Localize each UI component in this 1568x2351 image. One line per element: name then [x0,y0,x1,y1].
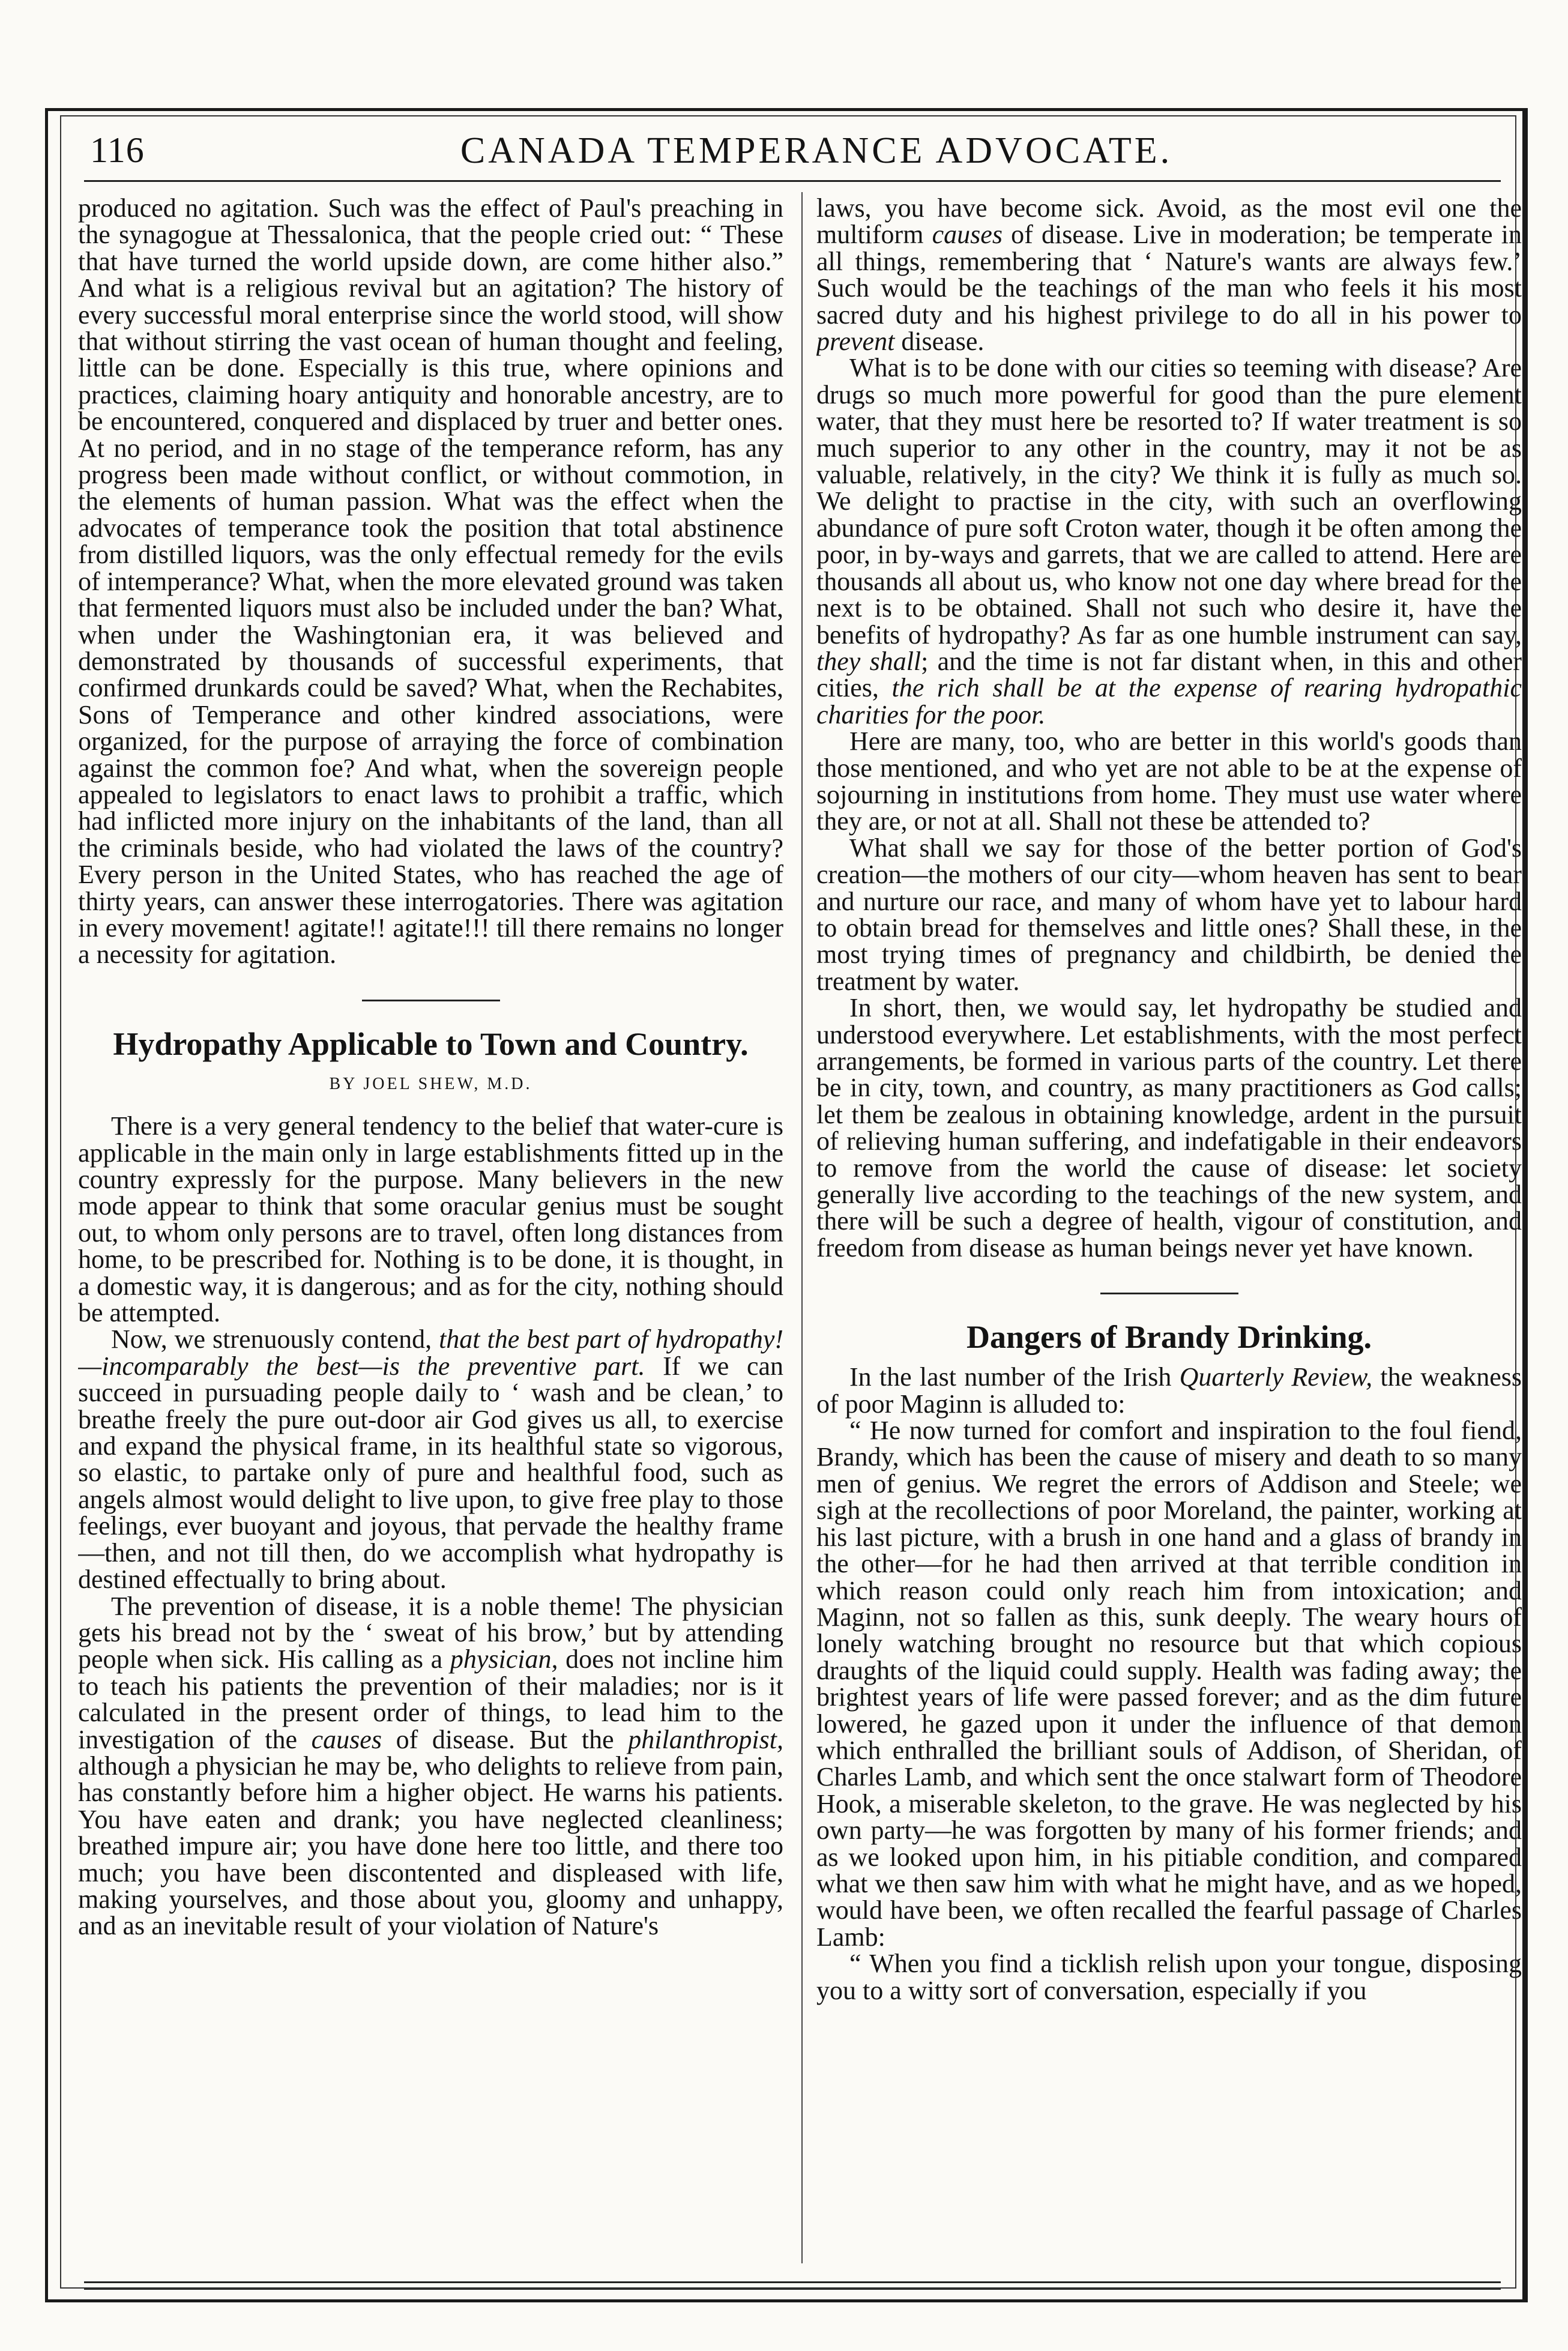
text-run: the weakness of poor Maginn is alluded to: [816,1362,1522,1419]
page-number: 116 [90,130,145,170]
text-run: In the last number of the Irish [849,1362,1180,1392]
text-run: although a physician he may be, who delights to relieve from pain, has constantly before him a higher object. He warns his patients. You have eaten and drank; you have neglected cleanliness; breathed impure air; you have done here too little, and there too much; you have been discontented and displeased with life, making yourselves, and those about you, gloomy and unhappy, and as an inevitable result of your violation of Nature's [78,1751,783,1941]
column-divider [801,192,803,2263]
section-divider [362,1000,500,1001]
text-run: What is to be done with our cities so teeming with disease? Are drugs so much more powerful for good than the pure element water, that they must here be resorted to? If water treatment is so much superior to any other in the country, may it not be as valuable, relatively, in the city? We think it is fully as much so. We delight to practise in the city, with such an overflowing abundance of pure soft Croton water, though it be often among the poor, in by-ways and garrets, that we are called to attend. Here are thousands all about us, who know not one day where bread for the next is to be obtained. Shall not such who desire it, have the benefits of hydropathy? As far as one humble instrument can say, [816,353,1522,650]
text-run: disease. [894,327,985,357]
paragraph: In short, then, we would say, let hydropathy be studied and understood everywhere. Let establishments, with the most perfect arrangements, be formed in various parts of the country. Let there be in city, town, and country, as many practitioners as God calls; let them be zealous in obtaining knowledge, ardent in the pursuit of relieving human suffering, and indefatigable in their endeavors to remove from the world the cause of disease: let society generally live according to the teachings of the new system, and there will be such a degree of health, vigour of constitution, and freedom from disease as human beings never yet have known. [816,993,1522,1263]
article-title-brandy: Dangers of Brandy Drinking. [966,1319,1372,1356]
italic-run: philanthropist, [628,1724,783,1754]
paragraph [816,1364,1522,1417]
footer-rule [84,2289,1501,2290]
article-byline: BY JOEL SHEW, M.D. [329,1074,532,1093]
text-run: of disease. Live in moderation; be temperate in all things, remembering that ‘ Nature's wants are always few.’ Such would be the teachings of the man who feels it his most sacred duty and his highest privilege to do all in his power to [816,220,1522,330]
text-run: Now, we strenuously contend, [111,1324,439,1354]
text-run: The prevention of disease, it is a noble theme! The physician gets his bread not by the ‘ sweat of his brow,’ but by attending people when sick. His calling as a [78,1591,783,1674]
italic-run: physician, [450,1644,558,1674]
text-run: If we can succeed in pursuading people daily to ‘ wash and be clean,’ to breathe freely the pure out-door air God gives us all, to exercise and expand the physical frame, in its healthful state so vigorous, so elastic, to partake only of pure and healthful food, such as angels almost would delight to live upon, to give free play to those feelings, ever buoyant and joyous, that pervade the healthy frame—then, and not till then, do we accomplish what hydropathy is destined effectually to bring about. [78,1351,783,1595]
text-run: laws, you have become sick. Avoid, as the most evil one the multiform [816,195,1522,250]
paragraph [78,1593,783,1940]
italic-run: causes [932,220,1003,250]
continued-paragraph: produced no agitation. Such was the effect of Paul's preaching in the synagogue at Thessalonica, that the people cried out: “ These that have turned the world upside down, are come hither also.” And what is a religious revival but an agitation? The history of every successful moral enterprise since the world stood, will show that without stirring the vast ocean of human thought and feeling, little can be done. Especially is this true, where opinions and practices, claiming hoary antiquity and honorable ancestry, are to be encountered, conquered and displaced by truer and better ones. At no period, and in no stage of the temperance reform, has any progress been made without conflict, or without commotion, in the elements of human passion. What was the effect when the advocates of temperance took the position that total abstinence from distilled liquors, was the only effectual remedy for the evils of intemperance? What, when the more elevated ground was taken that fermented liquors must also be included under the ban? What, when under the Washingtonian era, it was believed and demonstrated by thousands of successful experiments, that confirmed drunkards could be saved? What, when the Rechabites, Sons of Temperance and other kindred associations, were organized, for the purpose of arraying the force of combination against the common foe? And what, when the sovereign people appealed to legislators to enact laws to prohibit a traffic, which had inflicted more injury on the inhabitants of the land, than all the criminals beside, who had violated the laws of the country? Every person in the United States, who has reached the age of thirty years, can answer these interrogatories. There was agitation in every movement! agitate!! agitate!!! till there remains no longer a necessity for agitation. [78,195,783,970]
paragraph: What shall we say for those of the better portion of God's creation—the mothers of our city—whom heaven has sent to bear and nurture our race, and many of whom have yet to labour hard to obtain bread for themselves and little ones? Shall these, in the most trying times of pregnancy and childbirth, be denied the treatment by water. [816,833,1522,996]
footer-rule [84,2281,1501,2283]
paragraph [816,355,1522,728]
page-header [84,126,1501,186]
italic-run: Quarterly Review, [1179,1362,1373,1392]
text-run: does not incline him to teach his patients the prevention of their maladies; nor is it calculated in the present order of things, to lead him to the investigation of the [78,1644,783,1754]
italic-run: that the best part of hydropathy!—incomparably the best—is the preventive part. [78,1324,783,1381]
section-divider [1100,1293,1238,1294]
paragraph: Here are many, too, who are better in this world's goods than those mentioned, and who yet are not able to be at the expense of sojourning in institutions from home. They must use water where they are, or not at all. Shall not these be attended to? [816,726,1522,836]
quotation-paragraph: “ He now turned for comfort and inspiration to the foul fiend, Brandy, which has been the cause of misery and death to so many men of genius. We regret the errors of Addison and Steele; we sigh at the recollections of poor Moreland, the painter, working at his last picture, with a brush in one hand and a glass of brandy in the other—for he had then arrived at that terrible condition in which reason could only reach him from intoxication; and Maginn, not so fallen as this, sunk deeply. The weary hours of lonely watching brought no resource but that which copious draughts of the liquid could supply. Health was fading away; the brightest years of life were passed forever; and as the dim future lowered, he gazed upon it under the influence of that demon which enthralled the brilliant souls of Addison, of Sheridan, of Charles Lamb, and which sent the once stalwart form of Theodore Hook, a miserable skeleton, to the grave. He was neglected by his own party—he was forgotten by many of his former friends; and as we looked upon him, in his pitiable condition, and compared what we then saw him with what he might have, and as we hoped, would have been, we often recalled the fearful passage of Charles Lamb: [816,1416,1522,1952]
running-title: CANADA TEMPERANCE ADVOCATE. [460,130,1173,171]
right-column [816,195,1522,2269]
italic-run: prevent [816,327,895,357]
text-run: of disease. But the [381,1724,629,1754]
italic-run: causes [311,1724,382,1754]
paragraph [816,195,1522,355]
text-run: ; and the time is not far distant when, in this and other cities, [816,646,1522,703]
italic-run: they shall [816,646,921,676]
italic-run: the rich shall be at the expense of rearing hydropathic charities for the poor. [816,673,1522,729]
left-column [78,195,783,2269]
paragraph: There is a very general tendency to the belief that water-cure is applicable in the main only in large establishments fitted up in the country expressly for the purpose. Many believers in the new mode appear to think that some oracular genius must be sought out, to whom only persons are to travel, often long distances from home, to be prescribed for. Nothing is to be done, it is thought, in a domestic way, it is dangerous; and as for the city, nothing should be attempted. [78,1111,783,1328]
paragraph [78,1326,783,1593]
article-title-hydropathy: Hydropathy Applicable to Town and Country. [113,1025,749,1062]
quotation-paragraph: “ When you find a ticklish relish upon your tongue, disposing you to a witty sort of conversation, especially if you [816,1949,1522,2005]
header-rule [84,180,1501,182]
